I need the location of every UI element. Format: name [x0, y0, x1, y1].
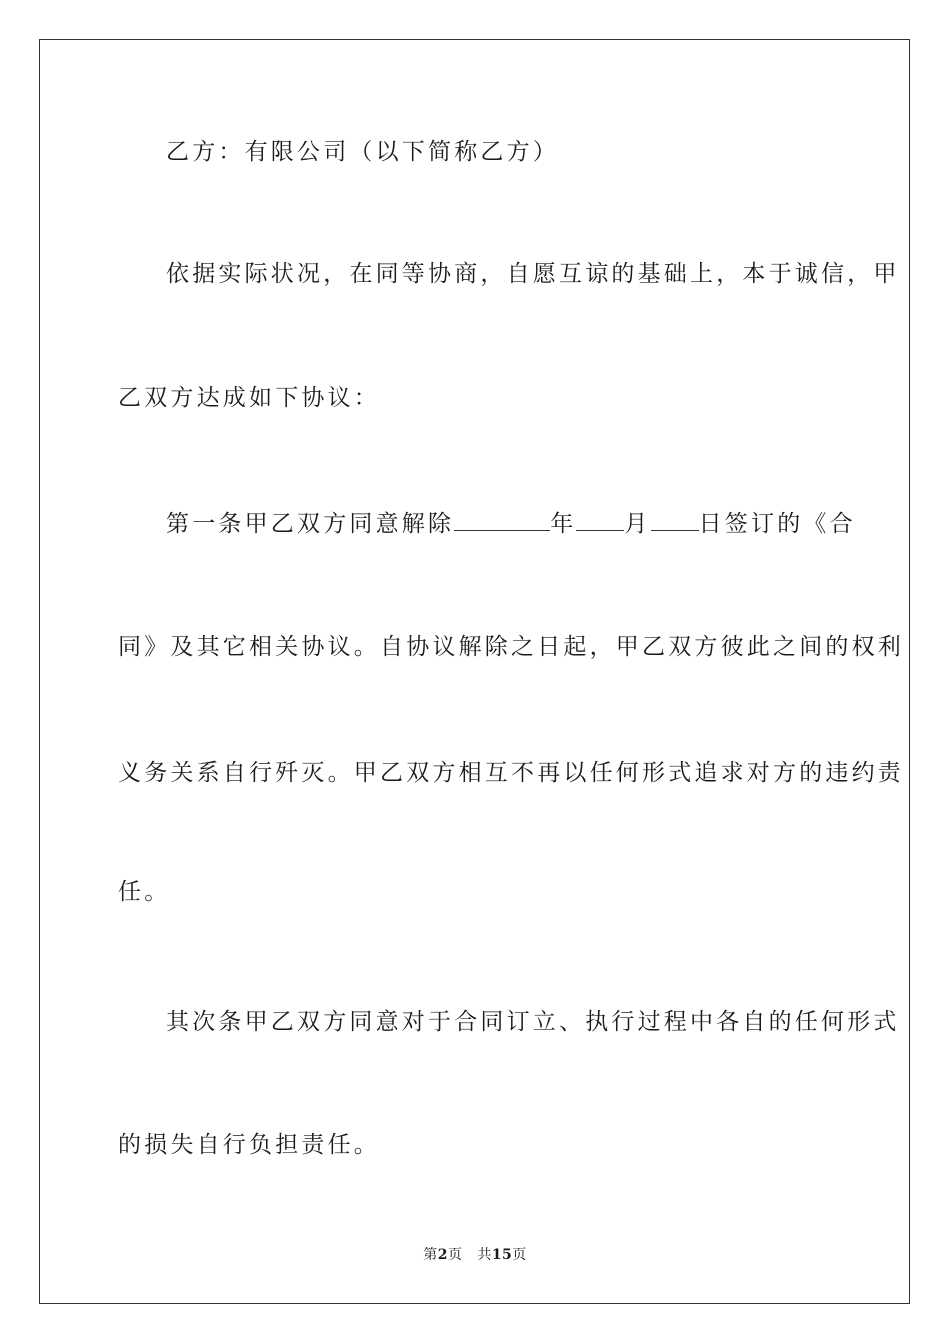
article-2-line-2: 的损失自行负担责任。	[118, 1132, 380, 1158]
article-1-line-1	[166, 509, 856, 539]
day-suffix: 日签订的《合	[698, 511, 856, 537]
page-footer	[0, 1246, 950, 1264]
year-label: 年	[550, 511, 577, 537]
month-blank	[576, 510, 624, 531]
preamble-line-1: 依据实际状况，在同等协商，自愿互谅的基础上，本于诚信，甲	[166, 261, 900, 287]
party-b-line: 乙方：有限公司（以下简称乙方）	[166, 139, 559, 165]
total-prefix: 共	[477, 1247, 492, 1263]
day-blank	[651, 510, 699, 531]
current-page-number: 2	[437, 1247, 448, 1263]
page-border	[39, 39, 910, 1304]
preamble-line-2: 乙双方达成如下协议：	[118, 385, 380, 411]
total-suffix: 页	[512, 1247, 527, 1263]
total-pages-number: 15	[491, 1247, 513, 1263]
year-blank	[454, 510, 550, 531]
article-1-line-2: 同》及其它相关协议。自协议解除之日起，甲乙双方彼此之间的权利	[118, 634, 904, 660]
article-1-line-3: 义务关系自行歼灭。甲乙双方相互不再以任何形式追求对方的违约责	[118, 760, 904, 786]
page-suffix: 页	[447, 1247, 463, 1263]
month-label: 月	[624, 511, 651, 537]
page-prefix: 第	[423, 1247, 438, 1263]
article-1-prefix: 第一条甲乙双方同意解除	[166, 511, 455, 537]
article-2-line-1: 其次条甲乙双方同意对于合同订立、执行过程中各自的任何形式	[166, 1009, 900, 1035]
article-1-line-4: 任。	[118, 879, 171, 905]
